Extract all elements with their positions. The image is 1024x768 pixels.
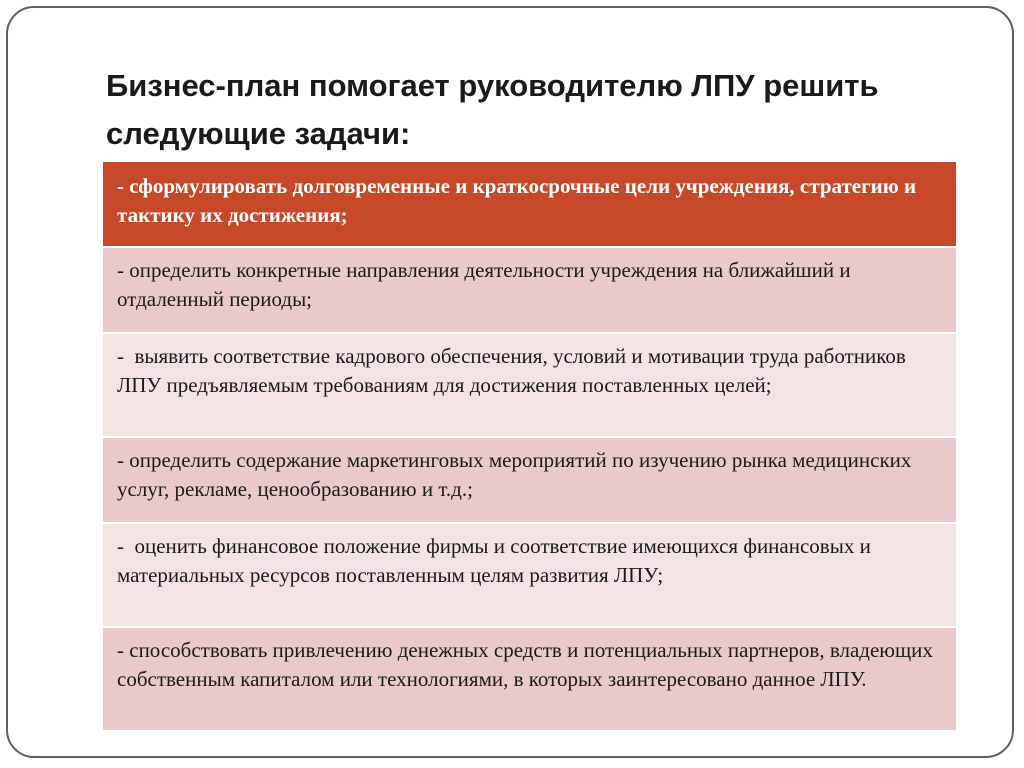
tasks-table: [103, 162, 956, 732]
task-row: - оценить финансовое положение фирмы и соответствие имеющихся финансовых и материальных ресурсов поставленным целям развития ЛПУ;: [103, 524, 956, 628]
task-row-header: - сформулировать долговременные и краткосрочные цели учреждения, стратегию и тактику их достижения;: [103, 162, 956, 248]
task-row: - выявить соответствие кадрового обеспечения, условий и мотивации труда работников ЛПУ предъявляемым требованиям для достижения поставленных целей;: [103, 334, 956, 438]
task-row: - определить конкретные направления деятельности учреждения на ближайший и отдаленный периоды;: [103, 248, 956, 334]
slide-title: Бизнес-план помогает руководителю ЛПУ решить следующие задачи:: [106, 68, 879, 151]
task-row: - способствовать привлечению денежных средств и потенциальных партнеров, владеющих собственным капиталом или технологиями, в которых заинтересовано данное ЛПУ.: [103, 628, 956, 732]
task-row: - определить содержание маркетинговых мероприятий по изучению рынка медицинских услуг, рекламе, ценообразованию и т.д.;: [103, 438, 956, 524]
